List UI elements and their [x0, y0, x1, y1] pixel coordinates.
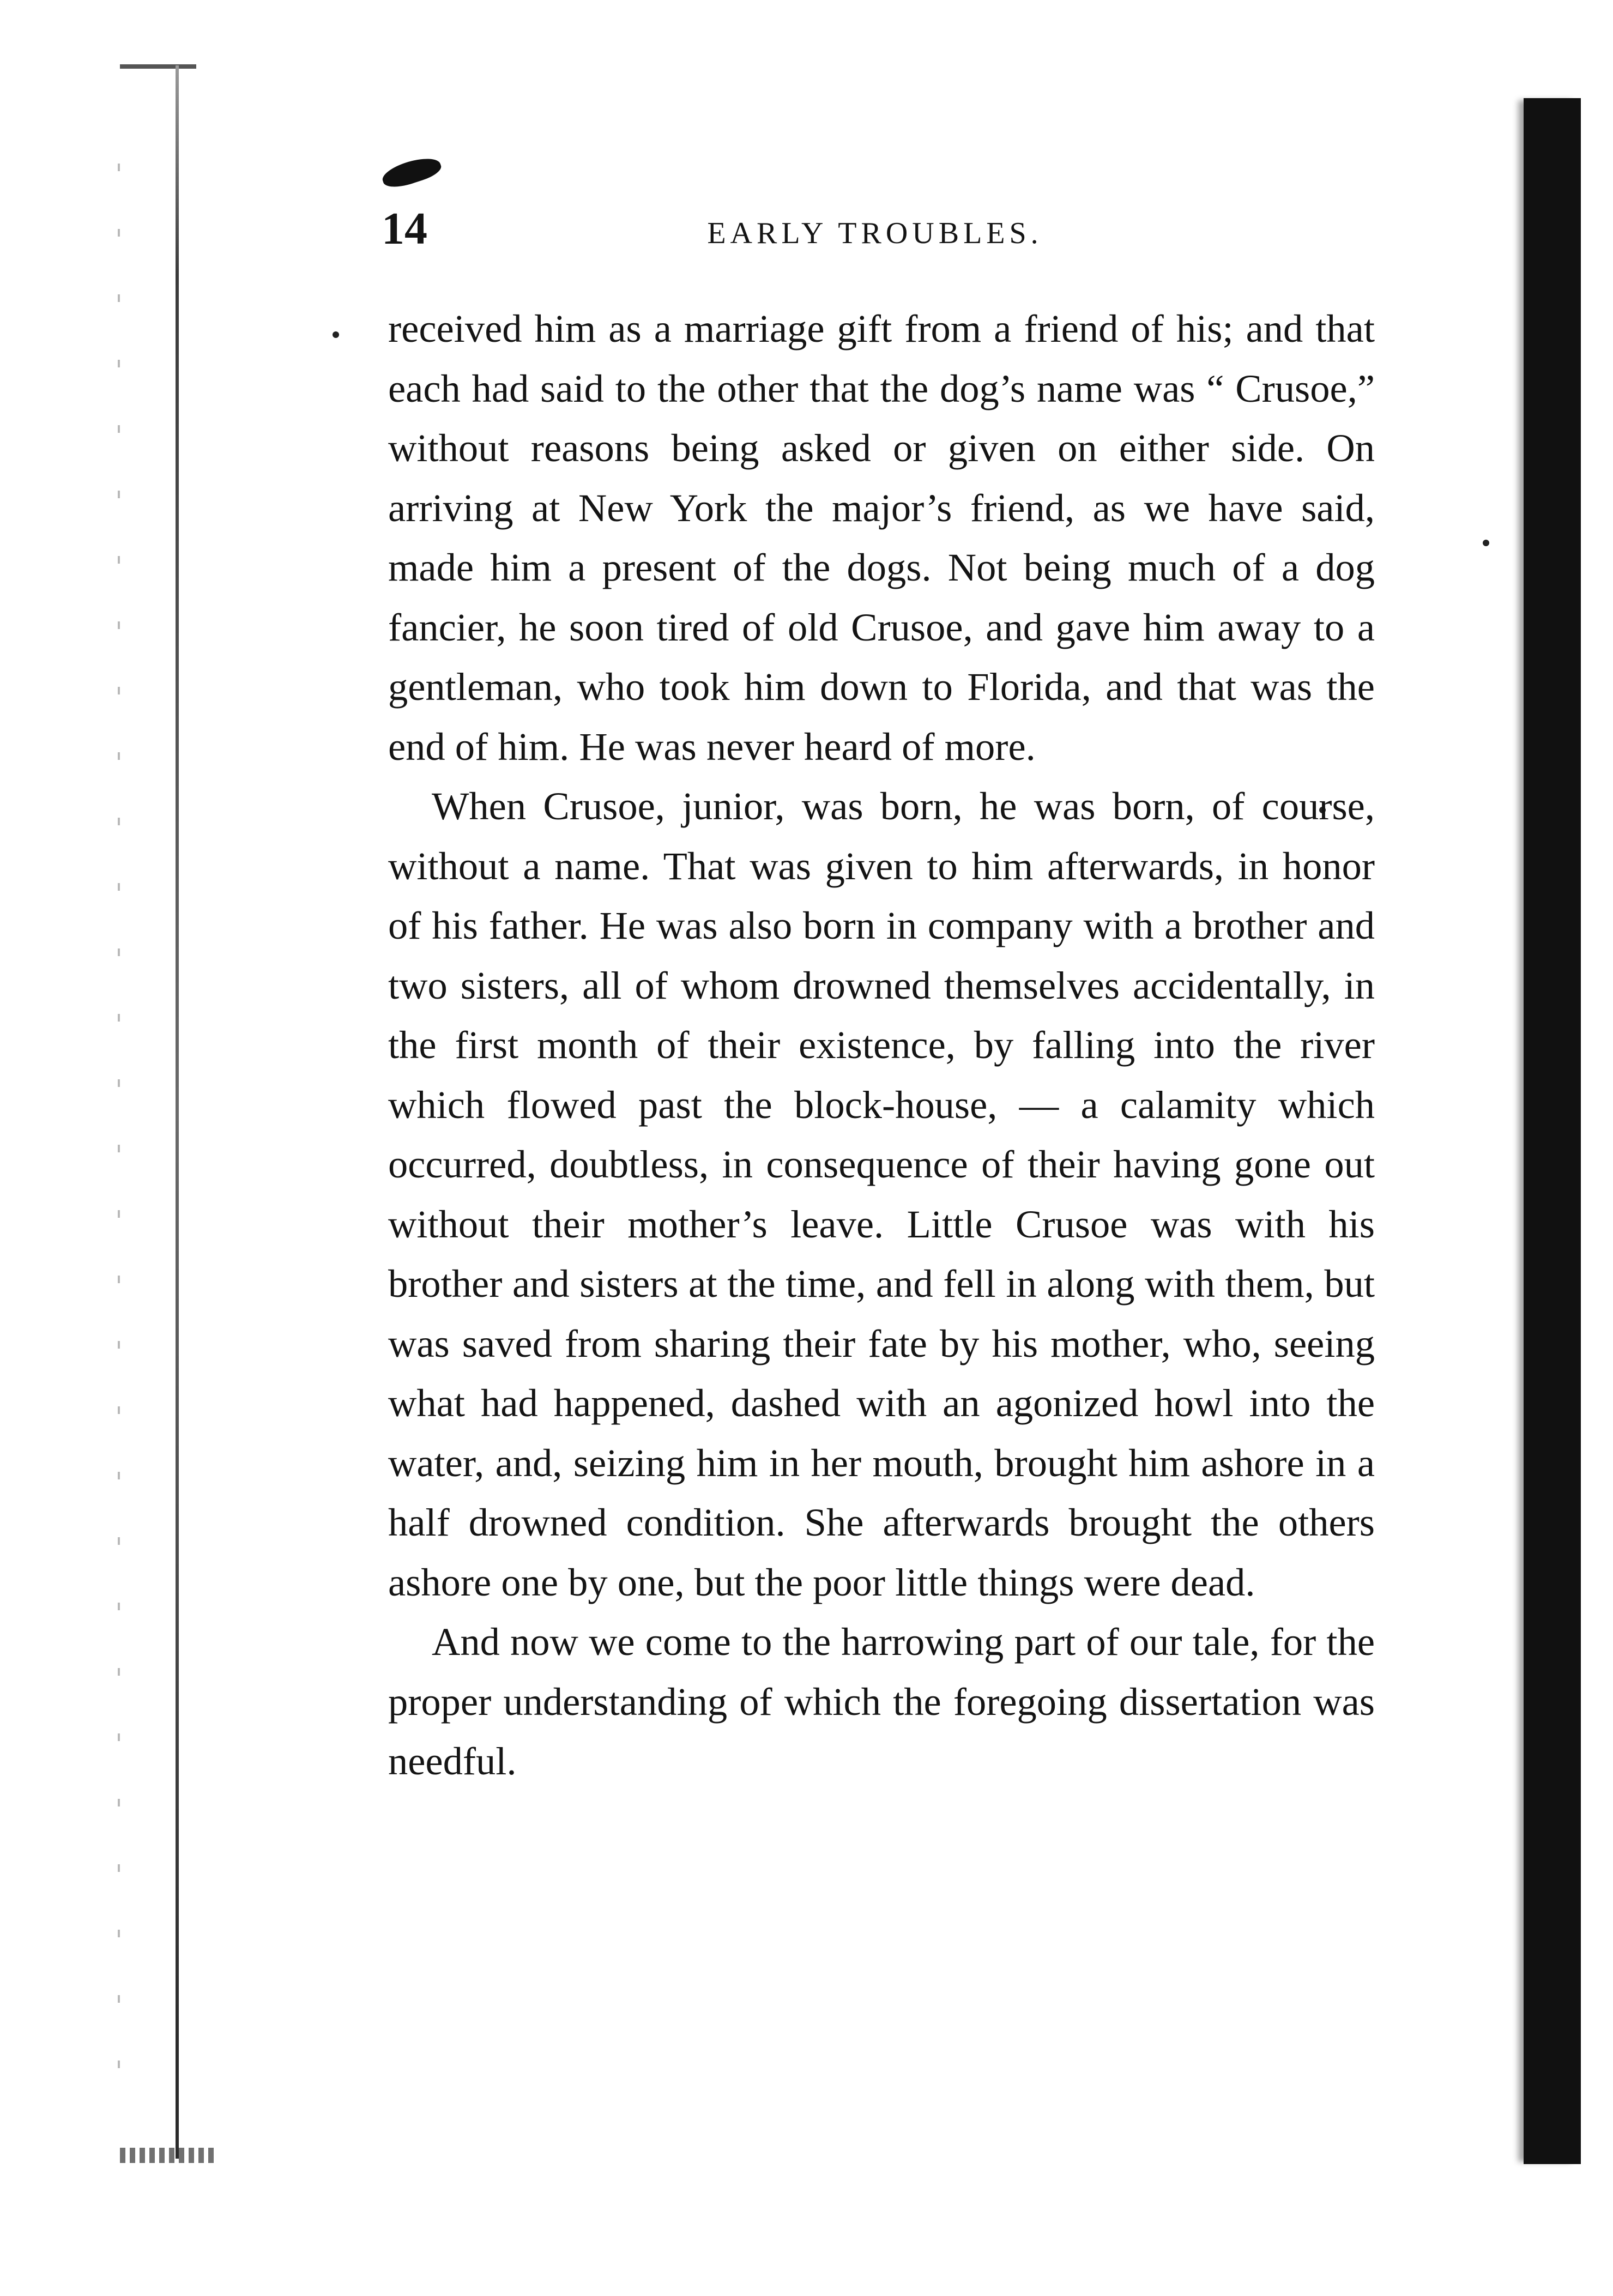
ink-blot [380, 153, 444, 192]
paragraph: When Crusoe, junior, was born, he was born, of course, without a name. That was given to him afterwards, in honor of his father. He was also born in company with a brother and two sisters, all of whom drowned themselves accidentally, in the first month of their existence, by falling into the river which flowed past the block-house, — a calamity which occurred, doubtless, in consequence of their having gone out without their mother’s leave. Little Crusoe was with his brother and sisters at the time, and fell in along with them, but was saved from sharing their fate by his mother, who, seeing what had happened, dashed with an agonized howl into the water, and, seizing him in her mouth, brought him ashore in a half drowned condition. She afterwards brought the others ashore one by one, but the poor little things were dead. [388, 784, 1375, 1604]
scan-margin-dashes [118, 164, 120, 2126]
stray-mark [333, 331, 339, 338]
stray-mark [1483, 540, 1489, 546]
paragraph: And now we come to the harrowing part of our tale, for the proper understanding of which the foregoing dissertation was needful. [388, 1620, 1375, 1783]
scan-gutter-top-mark [120, 64, 196, 69]
scan-gutter-bottom-mark [120, 2148, 218, 2163]
scan-right-edge-shadow [1524, 98, 1581, 2164]
page-body [388, 299, 1375, 1791]
running-title: EARLY TROUBLES. [707, 216, 1043, 250]
paragraph-continued: received him as a marriage gift from a friend of his; and that each had said to the other that the dog’s name was “ Crusoe,” without reasons being asked or given on either side. On arriving at New York the major’s friend, as we have said, made him a present of the dogs. Not being much of a dog fancier, he soon tired of old Crusoe, and gave him away to a gentleman, who took him down to Florida, and that was the end of him. He was never heard of more. [388, 306, 1375, 769]
page-header [382, 202, 1368, 256]
page-number: 14 [382, 203, 427, 254]
scan-gutter-line [176, 65, 179, 2159]
